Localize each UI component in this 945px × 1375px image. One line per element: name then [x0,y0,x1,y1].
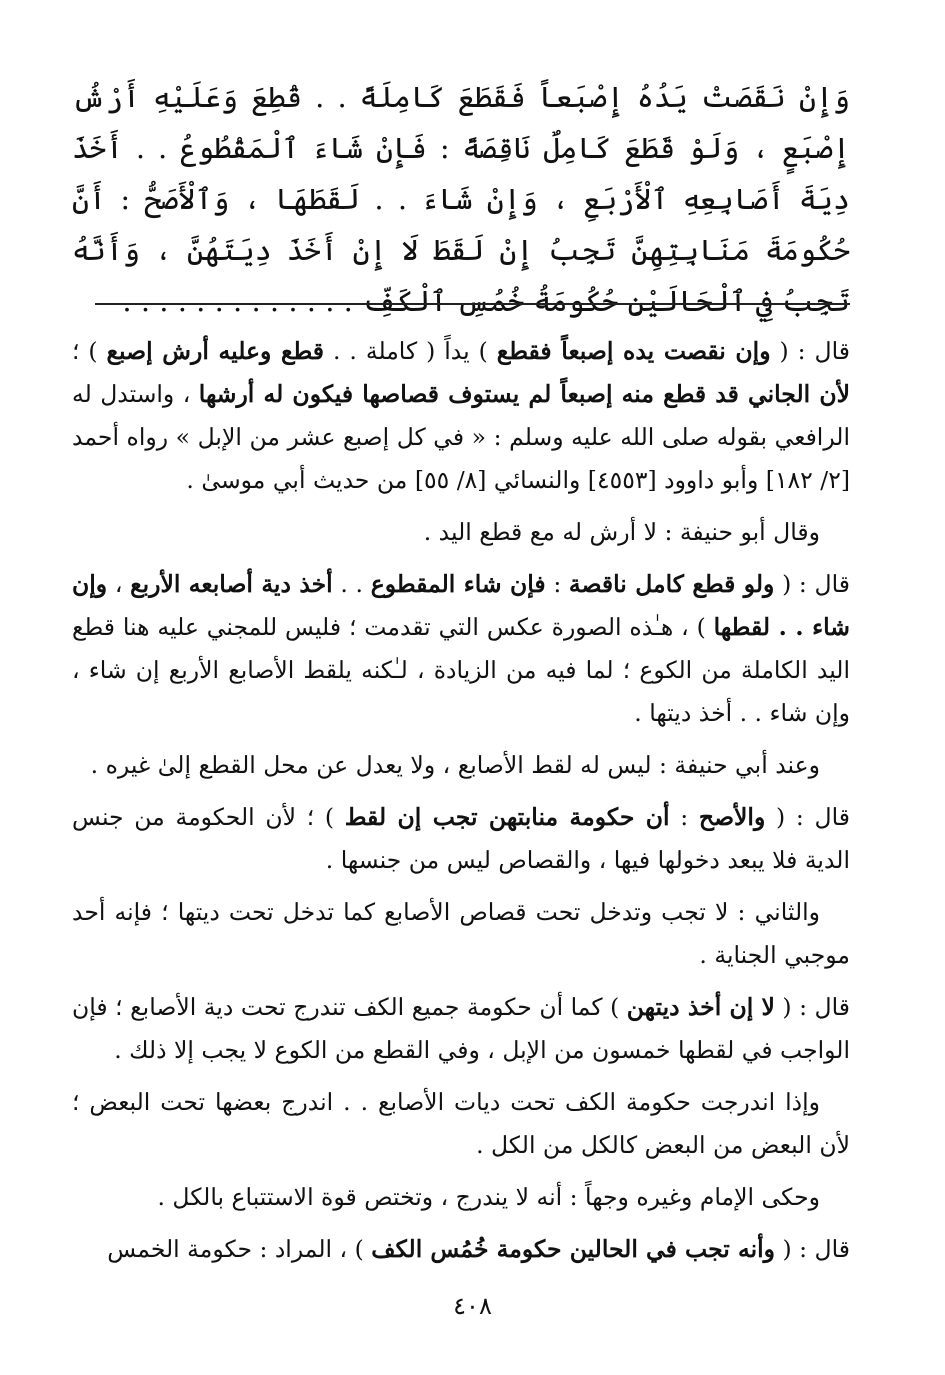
text-segment: قال : ( [775,1235,850,1263]
commentary-paragraph [72,563,850,735]
text-segment: : [545,570,569,598]
text-segment: قال : ( [774,993,851,1021]
text-segment: وعند أبي حنيفة : ليس له لقط الأصابع ، ولا يعدل عن محل القطع إلىٰ غيره . [90,751,820,779]
commentary-paragraph [72,1228,850,1271]
matn-text [72,72,850,327]
bold-quote-segment: والأصح [698,803,766,831]
commentary-text [72,330,850,1271]
text-segment: ) ؛ [72,337,107,365]
text-segment: قال : ( [765,803,850,831]
bold-quote-segment: وأنه تجب في الحالين حكومة خُمُس الكف [371,1235,776,1263]
text-segment: قال : ( [770,337,850,365]
commentary-paragraph [72,891,850,977]
commentary-paragraph [72,744,850,787]
text-segment: ) ، المراد : حكومة الخمس [107,1235,372,1263]
commentary-paragraph [72,796,850,882]
bold-quote-segment: وإن شاء . . لقطها [72,570,850,641]
page-number: ٤٠٨ [453,1292,492,1320]
bold-quote-segment: لا إن أخذ ديتهن [626,993,775,1021]
matn-paragraph: وَإِنْ نَقَصَتْ يَدُهُ إِصْبَعاً فَقَطَعَ كَامِلَةً . . قُطِعَ وَعَلَيْهِ أَرْشُ إِصْبَعٍ ، وَلَوْ قَطَعَ كَامِلٌ نَاقِصَةً : فَإِنْ شَاءَ ٱلْمَقْطُوعُ . . أَخَذَ دِيَةَ أَصَابِعِهِ ٱلْأَرْبَعِ ، وَإِنْ شَاءَ . . لَقَطَهَا ، وَٱلْأَصَحُّ : أَنَّ حُكُومَةَ مَنَابِتِهِنَّ تَجِبُ إِنْ لَقَطَ لَا إِنْ أَخَذَ دِيَتَهُنَّ ، وَأَنَّهُ تَجِبُ فِي ٱلْحَالَيْنِ حُكُومَةُ خُمُسِ ٱلْكَفِّ . . . . . . . . . . . . . [72,80,850,318]
bold-quote-segment: ولو قطع كامل ناقصة [568,570,775,598]
commentary-paragraph [72,1176,850,1219]
bold-quote-segment: فإن شاء المقطوع [370,570,546,598]
text-segment: ، [107,570,131,598]
text-segment: ، واستدل له الرافعي بقوله صلى الله عليه وسلم : « في كل إصبع عشر من الإبل » رواه أحمد [٢/ ١٨٢] وأبو داوود [٤٥٥٣] والنسائي [٨/ ٥٥] من حديث أبي موسىٰ . [72,380,850,494]
bold-quote-segment: وإن نقصت يده إصبعاً فقطع [496,337,771,365]
bold-quote-segment: قطع وعليه أرش إصبع [106,337,325,365]
text-segment: ) يداً ( كاملة . . [324,337,497,365]
commentary-paragraph [72,1081,850,1167]
text-segment: قال : ( [774,570,850,598]
text-segment: ) ، هـٰذه الصورة عكس التي تقدمت ؛ فليس للمجني عليه هنا قطع اليد الكاملة من الكوع ؛ لما فيه من الزيادة ، لـٰكنه يلقط الأصابع الأربع إن شاء ، وإن شاء . . أخذ ديتها . [72,613,850,727]
commentary-paragraph [72,511,850,554]
text-segment: وإذا اندرجت حكومة الكف تحت ديات الأصابع . . اندرج بعضها تحت البعض ؛ لأن البعض من البعض كالكل من الكل . [72,1088,850,1159]
text-segment: . . [332,570,371,598]
bold-quote-segment: لأن الجاني قد قطع منه إصبعاً لم يستوف قصاصها فيكون له أرشها [198,380,850,408]
text-segment: والثاني : لا تجب وتدخل تحت قصاص الأصابع كما تدخل تحت ديتها ؛ فإنه أحد موجبي الجناية . [72,898,850,969]
text-segment: وقال أبو حنيفة : لا أرش له مع قطع اليد . [423,518,820,546]
text-segment: ) كما أن حكومة جميع الكف تندرج تحت دية الأصابع ؛ فإن الواجب في لقطها خمسون من الإبل ، وفي القطع من الكوع لا يجب إلا ذلك . [72,993,850,1064]
bold-quote-segment: أن حكومة منابتهن تجب إن لقط [344,803,670,831]
commentary-paragraph [72,330,850,502]
text-segment: ) ؛ لأن الحكومة من جنس الدية فلا يبعد دخولها فيها ، والقصاص ليس من جنسها . [72,803,850,874]
text-segment: وحكى الإمام وغيره وجهاً : أنه لا يندرج ، وتختص قوة الاستتباع بالكل . [157,1183,820,1211]
separator-rule [95,303,850,305]
commentary-paragraph [72,986,850,1072]
bold-quote-segment: أخذ دية أصابعه الأربع [130,570,333,598]
text-segment: : [669,803,699,831]
